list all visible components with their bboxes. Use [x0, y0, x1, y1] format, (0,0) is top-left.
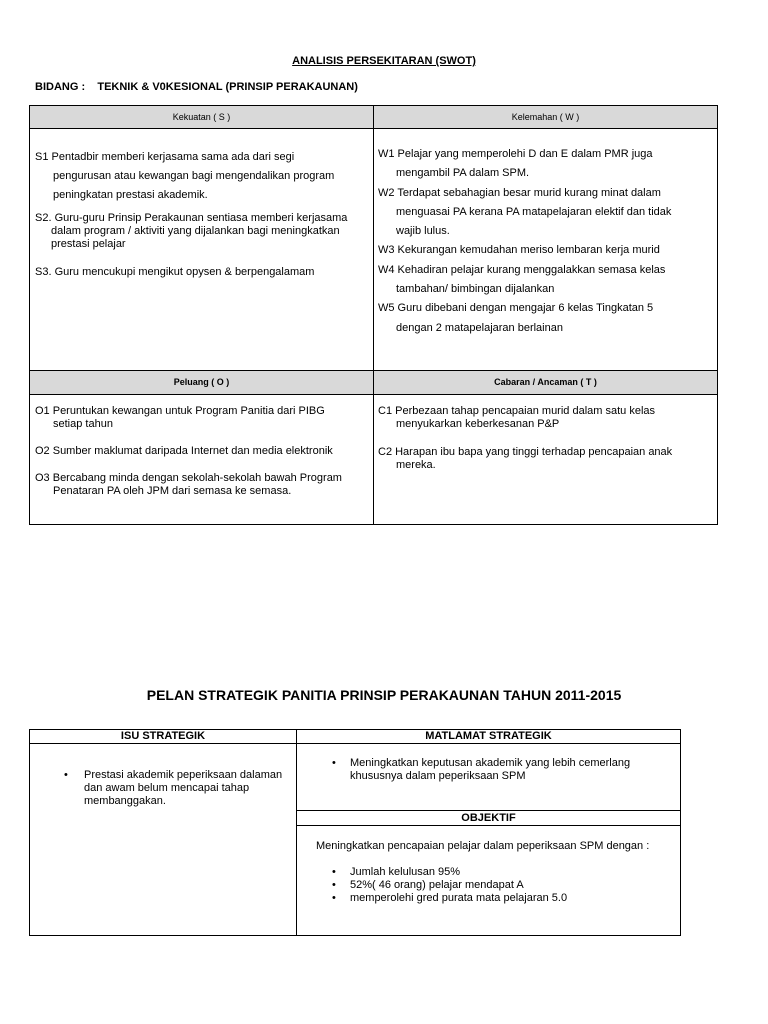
- cabaran-c1: C1 Perbezaan tahap pencapaian murid dalam satu kelas menyukarkan keberkesanan P&P: [378, 405, 656, 430]
- matlamat-header: MATLAMAT STRATEGIK: [425, 730, 552, 742]
- peluang-o1: O1 Peruntukan kewangan untuk Program Panitia dari PIBG setiap tahun: [35, 405, 325, 430]
- pelan-header-divider: [29, 743, 681, 744]
- list-item: • Prestasi akademik peperiksaan dalaman dan awam belum mencapai tahap membanggakan.: [64, 769, 286, 808]
- objektif-list: [314, 866, 674, 905]
- swot-title: ANALISIS PERSEKITARAN (SWOT): [292, 55, 476, 67]
- peluang-header: Peluang ( O ): [30, 371, 373, 394]
- pelan-column-divider: [296, 729, 297, 936]
- kekuatan-s3: S3. Guru mencukupi mengikut opysen & berpengalamam: [35, 266, 315, 278]
- kelemahan-w1: W1 Pelajar yang memperolehi D dan E dalam PMR juga: [378, 148, 653, 160]
- matlamat-list: [314, 757, 674, 783]
- isu-list: [46, 769, 286, 808]
- kekuatan-s2: S2. Guru-guru Prinsip Perakaunan sentiasa memberi kerjasama dalam program / aktiviti yang dijalankan bagi meningkatkan prestasi pelajar: [35, 212, 348, 250]
- kekuatan-s1: S1 Pentadbir memberi kerjasama sama ada dari segi pengurusan atau kewangan bagi mengendalikan program peningkatan prestasi akademik.: [35, 151, 335, 201]
- isu-header: ISU STRATEGIK: [120, 730, 206, 742]
- bidang-label: BIDANG :: [35, 81, 86, 93]
- pelan-title: PELAN STRATEGIK PANITIA PRINSIP PERAKAUNAN TAHUN 2011-2015: [146, 687, 622, 703]
- objektif-intro: Meningkatkan pencapaian pelajar dalam peperiksaan SPM dengan :: [316, 840, 650, 852]
- list-item: • 52%( 46 orang) pelajar mendapat A: [332, 879, 674, 892]
- bidang-line: [35, 81, 358, 93]
- cabaran-header: Cabaran / Ancaman ( T ): [374, 371, 717, 394]
- kelemahan-w4: W4 Kehadiran pelajar kurang menggalakkan semasa kelas: [378, 263, 666, 276]
- kelemahan-w2: W2 Terdapat sebahagian besar murid kurang minat dalam: [378, 186, 661, 199]
- peluang-o3: O3 Bercabang minda dengan sekolah-sekolah bawah Program Penataran PA oleh JPM dari semasa ke semasa.: [35, 472, 342, 497]
- objektif-header: OBJEKTIF: [461, 812, 516, 824]
- list-item: • memperolehi gred purata mata pelajaran 5.0: [332, 892, 674, 905]
- kelemahan-w3: W3 Kekurangan kemudahan meriso lembaran kerja murid: [378, 244, 660, 257]
- kelemahan-list: W1 Pelajar yang memperolehi D dan E dalam PMR juga mengambil PA dalam SPM. W2 Terdapat sebahagian besar murid kurang minat dalam menguasai PA kerana PA matapelajaran elektif dan tidak wajib lulus. W3 Kekurangan kemudahan meriso lembaran kerja murid W4 Kehadiran pelajar kurang menggalakkan semasa kelas tambahan/ bimbingan dijalankan W5 Guru dibebani dengan mengajar 6 kelas Tingkatan 5 dengan 2 matapelajaran berlainan: [378, 145, 714, 338]
- peluang-o2: O2 Sumber maklumat daripada Internet dan media elektronik: [35, 445, 333, 457]
- list-item: • Jumlah kelulusan 95%: [332, 866, 674, 879]
- bidang-value: TEKNIK & V0KESIONAL (PRINSIP PERAKAUNAN): [97, 81, 358, 93]
- swot-column-divider: [373, 105, 374, 525]
- kelemahan-header: Kelemahan ( W ): [374, 106, 717, 128]
- kekuatan-header: Kekuatan ( S ): [30, 106, 373, 128]
- objektif-divider-bottom: [296, 825, 681, 826]
- cabaran-c2: C2 Harapan ibu bapa yang tinggi terhadap pencapaian anak mereka.: [378, 446, 673, 471]
- kelemahan-w5: W5 Guru dibebani dengan mengajar 6 kelas Tingkatan 5: [378, 302, 654, 315]
- list-item: • Meningkatkan keputusan akademik yang lebih cemerlang khususnya dalam peperiksaan SPM: [332, 757, 674, 783]
